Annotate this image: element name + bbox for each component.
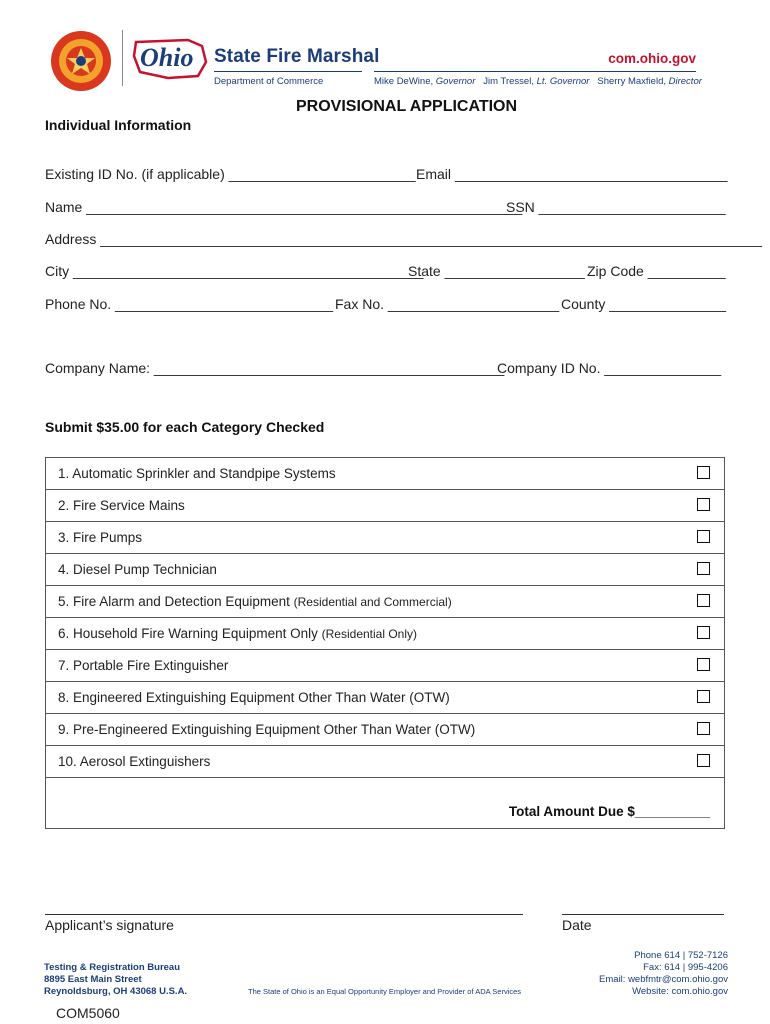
bureau-city: Reynoldsburg, OH 43068 U.S.A. bbox=[44, 986, 188, 997]
category-row bbox=[46, 458, 724, 490]
category-row bbox=[46, 586, 724, 618]
category-label: 9. Pre-Engineered Extinguishing Equipment Other Than Water (OTW) bbox=[58, 722, 476, 737]
company-id-field[interactable]: Company ID No. _______________ bbox=[497, 360, 722, 376]
contact-info bbox=[560, 950, 728, 998]
contact-fax: Fax: 614 | 995-4206 bbox=[643, 962, 728, 973]
category-checkbox[interactable] bbox=[697, 722, 710, 735]
category-label: 1. Automatic Sprinkler and Standpipe Systems bbox=[58, 466, 336, 481]
lt-governor-role: Lt. Governor bbox=[536, 76, 590, 87]
city-field[interactable]: City _____________________________________________ bbox=[45, 263, 424, 279]
header-rule-left bbox=[214, 71, 362, 72]
individual-info-heading: Individual Information bbox=[45, 117, 192, 133]
category-label: 8. Engineered Extinguishing Equipment Other Than Water (OTW) bbox=[58, 690, 450, 705]
category-row bbox=[46, 522, 724, 554]
date-line[interactable] bbox=[562, 914, 724, 915]
category-row bbox=[46, 618, 724, 650]
agency-title: State Fire Marshal bbox=[214, 46, 380, 67]
company-name-field[interactable]: Company Name: _____________________________________________ bbox=[45, 360, 505, 376]
category-label: 7. Portable Fire Extinguisher bbox=[58, 658, 229, 673]
state-field[interactable]: State __________________ bbox=[408, 263, 585, 279]
category-checkbox[interactable] bbox=[697, 466, 710, 479]
department-name: Department of Commerce bbox=[214, 76, 324, 87]
category-checkbox[interactable] bbox=[697, 658, 710, 671]
county-field[interactable]: County _______________ bbox=[561, 296, 727, 312]
lt-governor-name: Jim Tressel, bbox=[483, 76, 534, 87]
category-checkbox[interactable] bbox=[697, 754, 710, 767]
governor-name: Mike DeWine, bbox=[374, 76, 434, 87]
zip-code-field[interactable]: Zip Code __________ bbox=[587, 263, 726, 279]
phone-field[interactable]: Phone No. ____________________________ bbox=[45, 296, 334, 312]
svg-text:Ohio: Ohio bbox=[140, 43, 194, 72]
applicant-signature-label: Applicant’s signature bbox=[45, 917, 174, 933]
date-label: Date bbox=[562, 917, 592, 933]
name-field[interactable]: Name ________________________________________________________ bbox=[45, 199, 523, 215]
applicant-signature-line[interactable] bbox=[45, 914, 523, 915]
existing-id-field[interactable]: Existing ID No. (if applicable) ________________________ bbox=[45, 166, 416, 182]
contact-email[interactable]: Email: webfmtr@com.ohio.gov bbox=[599, 974, 728, 985]
category-checkbox[interactable] bbox=[697, 690, 710, 703]
ohio-logo bbox=[128, 32, 210, 82]
category-row bbox=[46, 682, 724, 714]
category-checkbox[interactable] bbox=[697, 498, 710, 511]
form-code: COM5060 bbox=[56, 1005, 120, 1021]
category-checkbox[interactable] bbox=[697, 594, 710, 607]
header-rule-right bbox=[374, 71, 696, 72]
director-role: Director bbox=[668, 76, 702, 87]
total-amount-due-field[interactable]: Total Amount Due $__________ bbox=[508, 804, 710, 819]
category-row bbox=[46, 554, 724, 586]
total-row bbox=[46, 778, 724, 828]
state-fire-marshal-seal-logo bbox=[50, 30, 112, 92]
contact-phone: Phone 614 | 752-7126 bbox=[634, 950, 728, 961]
category-label: 4. Diesel Pump Technician bbox=[58, 562, 217, 577]
governor-role: Governor bbox=[435, 76, 476, 87]
header-divider bbox=[122, 30, 123, 86]
eeo-statement: The State of Ohio is an Equal Opportunity Employer and Provider of ADA Services bbox=[248, 987, 522, 996]
director-name: Sherry Maxfield, bbox=[597, 76, 666, 87]
category-checkbox[interactable] bbox=[697, 626, 710, 639]
categories-heading: Submit $35.00 for each Category Checked bbox=[45, 419, 325, 435]
officials-line bbox=[374, 76, 702, 87]
address-field[interactable]: Address _____________________________________________________________________________________ bbox=[45, 231, 763, 247]
category-table bbox=[45, 457, 725, 829]
category-label: 6. Household Fire Warning Equipment Only (Residential Only) bbox=[58, 626, 418, 641]
header-website: com.ohio.gov bbox=[608, 51, 696, 66]
category-label: 10. Aerosol Extinguishers bbox=[58, 754, 211, 769]
bureau-address bbox=[44, 962, 187, 998]
contact-website[interactable]: Website: com.ohio.gov bbox=[632, 986, 728, 997]
category-note: (Residential and Commercial) bbox=[293, 595, 452, 609]
category-label: 5. Fire Alarm and Detection Equipment (Residential and Commercial) bbox=[58, 594, 452, 609]
category-label: 3. Fire Pumps bbox=[58, 530, 143, 545]
bureau-name: Testing & Registration Bureau bbox=[44, 962, 181, 973]
category-row bbox=[46, 714, 724, 746]
document-title: PROVISIONAL APPLICATION bbox=[296, 98, 518, 115]
category-label: 2. Fire Service Mains bbox=[58, 498, 185, 513]
category-note: (Residential Only) bbox=[321, 627, 418, 641]
category-row bbox=[46, 746, 724, 778]
email-field[interactable]: Email ___________________________________ bbox=[416, 166, 728, 182]
category-checkbox[interactable] bbox=[697, 562, 710, 575]
ssn-field[interactable]: SSN ________________________ bbox=[506, 199, 726, 215]
category-checkbox[interactable] bbox=[697, 530, 710, 543]
category-row bbox=[46, 490, 724, 522]
category-row bbox=[46, 650, 724, 682]
bureau-street: 8895 East Main Street bbox=[44, 974, 142, 985]
fax-field[interactable]: Fax No. ______________________ bbox=[335, 296, 560, 312]
